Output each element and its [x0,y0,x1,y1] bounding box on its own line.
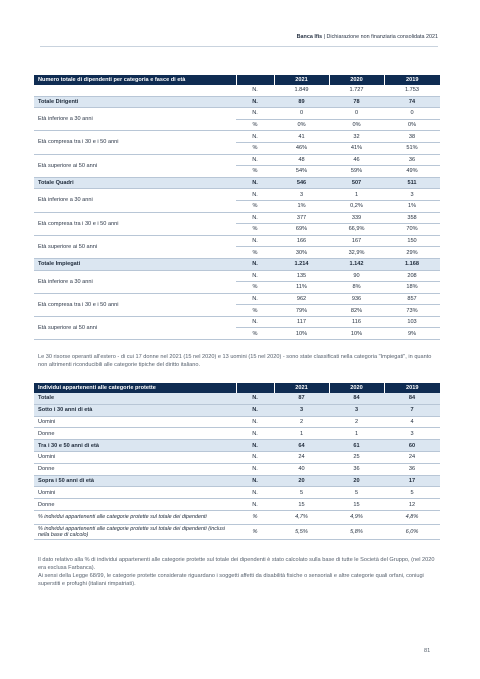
table-row [34,293,440,305]
unit-cell: N. [236,96,274,108]
value-2019: 208 [384,270,440,282]
percent-2019: 0% [384,119,440,131]
total-row [34,475,440,487]
value-2019: 3 [384,189,440,201]
value-2021: 2 [274,416,329,428]
value-2021: 15 [274,499,329,511]
column-header: 2021 [274,75,329,85]
total-row [34,258,440,270]
table-row [34,463,440,475]
header-divider [40,46,438,47]
column-header: 2019 [384,383,440,393]
percent-2020: 10% [329,328,384,340]
value-2021: 1 [274,428,329,440]
unit-cell: N. [236,451,274,463]
value-2020: 1 [329,428,384,440]
value-2020: 1.142 [329,258,384,270]
foreign-staff-note: Le 30 risorse operanti all'estero - di cui 17 donne nel 2021 (15 nel 2020) e 13 uomini (15 nel 2020) - sono state classificati nella categoria "Impiegati", in quanto non altrimenti riconducibili alle categorie tipiche del diritto italiano. [38,354,432,369]
value-2021: 1.849 [274,85,329,96]
percent-2020: 32,9% [329,247,384,259]
table-header-row [34,383,440,393]
table-row [34,235,440,247]
percent-2021: 11% [274,282,329,294]
row-label: Totale [34,393,236,404]
row-label: Età superiore ai 50 anni [34,154,236,177]
value-2019: 24 [384,451,440,463]
column-header: 2020 [329,383,384,393]
row-label: Totale Impiegati [34,258,236,270]
row-label: Età superiore ai 50 anni [34,235,236,258]
column-header: Individui appartenenti alle categorie protette [34,383,236,393]
value-2021: 135 [274,270,329,282]
value-2021: 3 [274,189,329,201]
row-label: % individui appartenenti alle categorie protette sul totale dei dipendenti [34,510,236,524]
row-label: Età inferiore a 30 anni [34,189,236,212]
value-2020: 15 [329,499,384,511]
percent-2021: 46% [274,142,329,154]
page-header [40,34,438,40]
percent-2020: 59% [329,166,384,178]
unit-cell: % [236,119,274,131]
employees-by-category-table [34,75,440,340]
total-row [34,393,440,404]
value-2019: 17 [384,475,440,487]
value-2020: 36 [329,463,384,475]
unit-cell: N. [236,235,274,247]
value-2019: 74 [384,96,440,108]
percent-2019: 70% [384,224,440,236]
unit-cell: N. [236,108,274,120]
protected-categories-note [38,556,442,588]
column-header: Numero totale di dipendenti per categoria e fasce di età [34,75,236,85]
value-2020: 78 [329,96,384,108]
value-2020: 2 [329,416,384,428]
value-2021: 962 [274,293,329,305]
table-row [34,316,440,328]
value-2021: 546 [274,177,329,189]
value-2020: 116 [329,316,384,328]
percent-2019: 51% [384,142,440,154]
value-2021: 1.214 [274,258,329,270]
row-label: Totale Quadri [34,177,236,189]
unit-cell: % [236,305,274,317]
value-2019: 6,0% [384,524,440,539]
unit-cell: N. [236,270,274,282]
percent-2020: 41% [329,142,384,154]
value-2021: 89 [274,96,329,108]
row-label: Totale Dirigenti [34,96,236,108]
note-paragraph: Il dato relativo alla % di individui appartenenti alle categorie protette sul totale dei dipendenti è stato calcolato sulla base di tutte le Società del Gruppo, (nel 2020 era esclusa Farbanca). [38,557,435,572]
value-2020: 3 [329,404,384,416]
row-label: Donne [34,499,236,511]
table-row [34,487,440,499]
percent-2019: 73% [384,305,440,317]
percent-2019: 29% [384,247,440,259]
table-row [34,270,440,282]
value-2020: 5,8% [329,524,384,539]
value-2019: 38 [384,131,440,143]
value-2019: 511 [384,177,440,189]
value-2019: 5 [384,487,440,499]
row-label: Uomini [34,451,236,463]
row-label: Età compresa tra i 30 e i 50 anni [34,131,236,154]
column-header [236,75,274,85]
value-2021: 5,5% [274,524,329,539]
percent-2020: 66,9% [329,224,384,236]
value-2021: 4,7% [274,510,329,524]
column-header: 2019 [384,75,440,85]
unit-cell: N. [236,177,274,189]
value-2020: 25 [329,451,384,463]
total-row [34,440,440,452]
value-2020: 1.727 [329,85,384,96]
value-2020: 32 [329,131,384,143]
row-label: Età superiore ai 50 anni [34,316,236,339]
percent-2020: 0,2% [329,200,384,212]
value-2019: 1.753 [384,85,440,96]
total-row [34,96,440,108]
table-row [34,189,440,201]
page-number: 81 [424,648,431,654]
value-2021: 24 [274,451,329,463]
total-row [34,177,440,189]
table-row [34,154,440,166]
value-2019: 4 [384,416,440,428]
value-2021: 5 [274,487,329,499]
unit-cell: % [236,510,274,524]
row-label: Sopra i 50 anni di età [34,475,236,487]
value-2020: 339 [329,212,384,224]
unit-cell: N. [236,487,274,499]
table-row [34,510,440,524]
unit-cell: N. [236,131,274,143]
unit-cell: N. [236,440,274,452]
value-2020: 61 [329,440,384,452]
unit-cell: N. [236,416,274,428]
value-2019: 36 [384,463,440,475]
unit-cell: N. [236,85,274,96]
unit-cell: N. [236,189,274,201]
value-2019: 12 [384,499,440,511]
value-2019: 36 [384,154,440,166]
row-label: Età compresa tra i 30 e i 50 anni [34,293,236,316]
value-2021: 3 [274,404,329,416]
percent-2019: 18% [384,282,440,294]
table-row [34,428,440,440]
table-row [34,499,440,511]
value-2020: 0 [329,108,384,120]
unit-cell: % [236,524,274,539]
row-label: Età compresa tra i 30 e i 50 anni [34,212,236,235]
unit-cell: N. [236,463,274,475]
unit-cell: % [236,142,274,154]
value-2020: 90 [329,270,384,282]
total-row [34,404,440,416]
value-2021: 117 [274,316,329,328]
value-2020: 46 [329,154,384,166]
percent-2019: 1% [384,200,440,212]
table-row [34,131,440,143]
table-row [34,524,440,539]
value-2021: 87 [274,393,329,404]
table-header-row [34,75,440,85]
row-label: Tra i 30 e 50 anni di età [34,440,236,452]
percent-2020: 8% [329,282,384,294]
value-2019: 60 [384,440,440,452]
value-2020: 1 [329,189,384,201]
row-label [34,85,236,96]
note-paragraph: Ai sensi della Legge 68/99, le categorie protette considerate riguardano i soggetti affetti da disabilità fisiche o sensoriali e altre categorie quali orfani, coniugi superstiti e profughi (italiani rimpatriati). [38,573,424,588]
value-2019: 7 [384,404,440,416]
table-row [34,108,440,120]
unit-cell: N. [236,393,274,404]
value-2019: 103 [384,316,440,328]
unit-cell: N. [236,499,274,511]
value-2020: 936 [329,293,384,305]
percent-2021: 1% [274,200,329,212]
value-2019: 358 [384,212,440,224]
unit-cell: % [236,282,274,294]
percent-2020: 0% [329,119,384,131]
percent-2021: 69% [274,224,329,236]
unit-cell: % [236,247,274,259]
value-2021: 41 [274,131,329,143]
percent-2021: 54% [274,166,329,178]
unit-cell: N. [236,428,274,440]
unit-cell: % [236,224,274,236]
protected-categories-table [34,383,440,540]
header-title: Dichiarazione non finanziaria consolidata 2021 [326,34,438,40]
table-row [34,212,440,224]
unit-cell: N. [236,404,274,416]
value-2020: 4,9% [329,510,384,524]
row-label: Sotto i 30 anni di età [34,404,236,416]
percent-2021: 79% [274,305,329,317]
row-label: Uomini [34,487,236,499]
value-2019: 84 [384,393,440,404]
percent-2021: 0% [274,119,329,131]
percent-2021: 30% [274,247,329,259]
column-header: 2021 [274,383,329,393]
table-row [34,416,440,428]
table-row [34,451,440,463]
value-2020: 167 [329,235,384,247]
column-header [236,383,274,393]
unit-cell: % [236,166,274,178]
value-2021: 0 [274,108,329,120]
value-2019: 0 [384,108,440,120]
unit-cell: N. [236,475,274,487]
header-separator: | [322,34,327,40]
percent-2019: 49% [384,166,440,178]
value-2020: 5 [329,487,384,499]
row-label: Donne [34,428,236,440]
unit-cell: N. [236,293,274,305]
value-2020: 84 [329,393,384,404]
value-2019: 857 [384,293,440,305]
unit-cell: % [236,200,274,212]
unit-cell: N. [236,154,274,166]
value-2020: 507 [329,177,384,189]
unit-cell: N. [236,258,274,270]
unit-cell: % [236,328,274,340]
column-header: 2020 [329,75,384,85]
row-label: Età inferiore a 30 anni [34,108,236,131]
row-label: Donne [34,463,236,475]
value-2019: 3 [384,428,440,440]
value-2019: 1.168 [384,258,440,270]
unit-cell: N. [236,316,274,328]
row-label: Età inferiore a 30 anni [34,270,236,293]
value-2020: 20 [329,475,384,487]
row-label: Uomini [34,416,236,428]
value-2021: 40 [274,463,329,475]
value-2021: 64 [274,440,329,452]
table-row [34,85,440,96]
unit-cell: N. [236,212,274,224]
value-2021: 377 [274,212,329,224]
value-2019: 4,8% [384,510,440,524]
value-2021: 20 [274,475,329,487]
percent-2020: 82% [329,305,384,317]
percent-2019: 9% [384,328,440,340]
value-2021: 166 [274,235,329,247]
percent-2021: 10% [274,328,329,340]
header-brand: Banca Ifis [296,34,323,40]
value-2021: 48 [274,154,329,166]
row-label: % individui appartenenti alle categorie protette sul totale dei dipendenti (inclusi nella base di calcolo) [34,524,236,539]
value-2019: 150 [384,235,440,247]
